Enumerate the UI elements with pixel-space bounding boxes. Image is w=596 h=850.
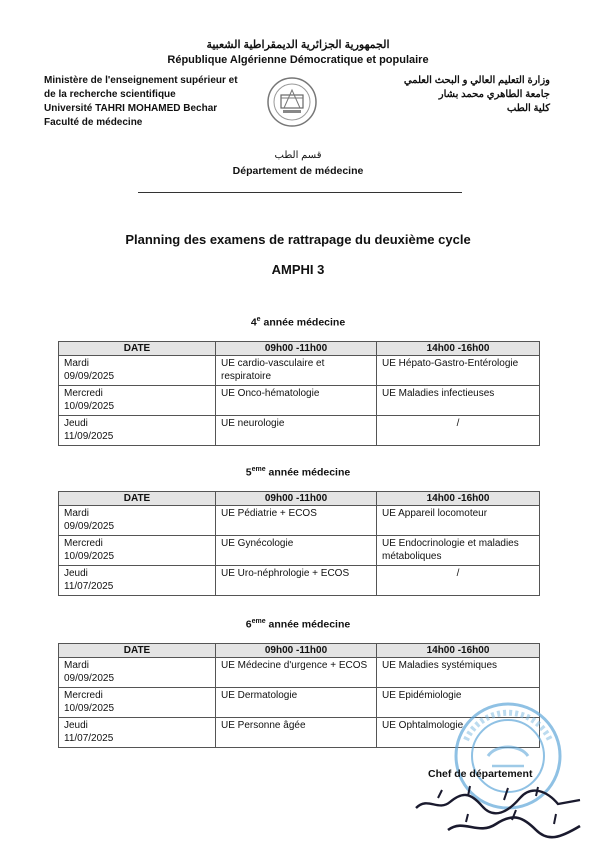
column-header-afternoon: 14h00 -16h00 — [377, 644, 540, 658]
university-logo — [266, 76, 318, 128]
section-title-year-4: 4e année médecine — [250, 316, 346, 329]
ministry-line: de la recherche scientifique — [44, 89, 176, 100]
afternoon-cell: / — [377, 566, 540, 596]
department-arabic: قسم الطب — [274, 150, 322, 161]
department-french: Département de médecine — [232, 165, 364, 177]
table-row — [59, 386, 540, 416]
schedule-table-year-5 — [58, 491, 540, 596]
morning-cell: UE cardio-vasculaire et respiratoire — [216, 356, 377, 386]
morning-cell: UE Pédiatrie + ECOS — [216, 506, 377, 536]
section-title-year-6: 6eme année médecine — [245, 618, 351, 631]
table-row — [59, 536, 540, 566]
morning-cell: UE Gynécologie — [216, 536, 377, 566]
ministry-line-ar: وزارة التعليم العالي و البحث العلمي — [403, 75, 550, 86]
afternoon-cell: UE Hépato-Gastro-Entérologie — [377, 356, 540, 386]
column-header-afternoon: 14h00 -16h00 — [377, 492, 540, 506]
afternoon-cell: UE Maladies infectieuses — [377, 386, 540, 416]
page-title: Planning des examens de rattrapage du deuxième cycle — [125, 232, 471, 247]
date-cell: Mardi 09/09/2025 — [59, 356, 216, 386]
republic-arabic: الجمهورية الجزائرية الديمقراطية الشعبية — [206, 39, 390, 51]
table-row — [59, 658, 540, 688]
column-header-date: DATE — [59, 342, 216, 356]
date-cell: Mercredi 10/09/2025 — [59, 536, 216, 566]
morning-cell: UE neurologie — [216, 416, 377, 446]
morning-cell: UE Personne âgée — [216, 718, 377, 748]
table-row — [59, 356, 540, 386]
republic-french: République Algérienne Démocratique et populaire — [167, 54, 429, 66]
faculty-name: Faculté de médecine — [44, 117, 143, 128]
table-row — [59, 416, 540, 446]
afternoon-cell: UE Endocrinologie et maladies métaboliques — [377, 536, 540, 566]
date-cell: Jeudi 11/09/2025 — [59, 416, 216, 446]
column-header-morning: 09h00 -11h00 — [216, 492, 377, 506]
afternoon-cell: UE Ophtalmologie — [377, 718, 540, 748]
morning-cell: UE Médecine d'urgence + ECOS — [216, 658, 377, 688]
header-divider — [138, 192, 462, 193]
column-header-morning: 09h00 -11h00 — [216, 342, 377, 356]
date-cell: Jeudi 11/07/2025 — [59, 566, 216, 596]
morning-cell: UE Dermatologie — [216, 688, 377, 718]
section-title-year-5: 5eme année médecine — [245, 466, 351, 479]
afternoon-cell: UE Epidémiologie — [377, 688, 540, 718]
table-row — [59, 566, 540, 596]
amphi-label: AMPHI 3 — [271, 262, 325, 277]
date-cell: Mercredi 10/09/2025 — [59, 688, 216, 718]
ministry-right-block — [404, 74, 550, 116]
date-cell: Mardi 09/09/2025 — [59, 506, 216, 536]
morning-cell: UE Onco-hématologie — [216, 386, 377, 416]
date-cell: Jeudi 11/07/2025 — [59, 718, 216, 748]
afternoon-cell: UE Appareil locomoteur — [377, 506, 540, 536]
signature-title: Chef de département — [428, 768, 533, 780]
afternoon-cell: / — [377, 416, 540, 446]
date-cell: Mercredi 10/09/2025 — [59, 386, 216, 416]
ministry-left-block — [44, 74, 238, 130]
schedule-table-year-4 — [58, 341, 540, 446]
column-header-afternoon: 14h00 -16h00 — [377, 342, 540, 356]
table-row — [59, 506, 540, 536]
morning-cell: UE Uro-néphrologie + ECOS — [216, 566, 377, 596]
signature-image — [408, 778, 588, 848]
column-header-date: DATE — [59, 644, 216, 658]
university-name-ar: جامعة الطاهري محمد بشار — [438, 89, 550, 100]
ministry-line: Ministère de l'enseignement supérieur et — [44, 75, 238, 86]
column-header-date: DATE — [59, 492, 216, 506]
faculty-name-ar: كلية الطب — [506, 103, 550, 114]
university-name: Université TAHRI MOHAMED Bechar — [44, 103, 218, 114]
afternoon-cell: UE Maladies systémiques — [377, 658, 540, 688]
date-cell: Mardi 09/09/2025 — [59, 658, 216, 688]
column-header-morning: 09h00 -11h00 — [216, 644, 377, 658]
